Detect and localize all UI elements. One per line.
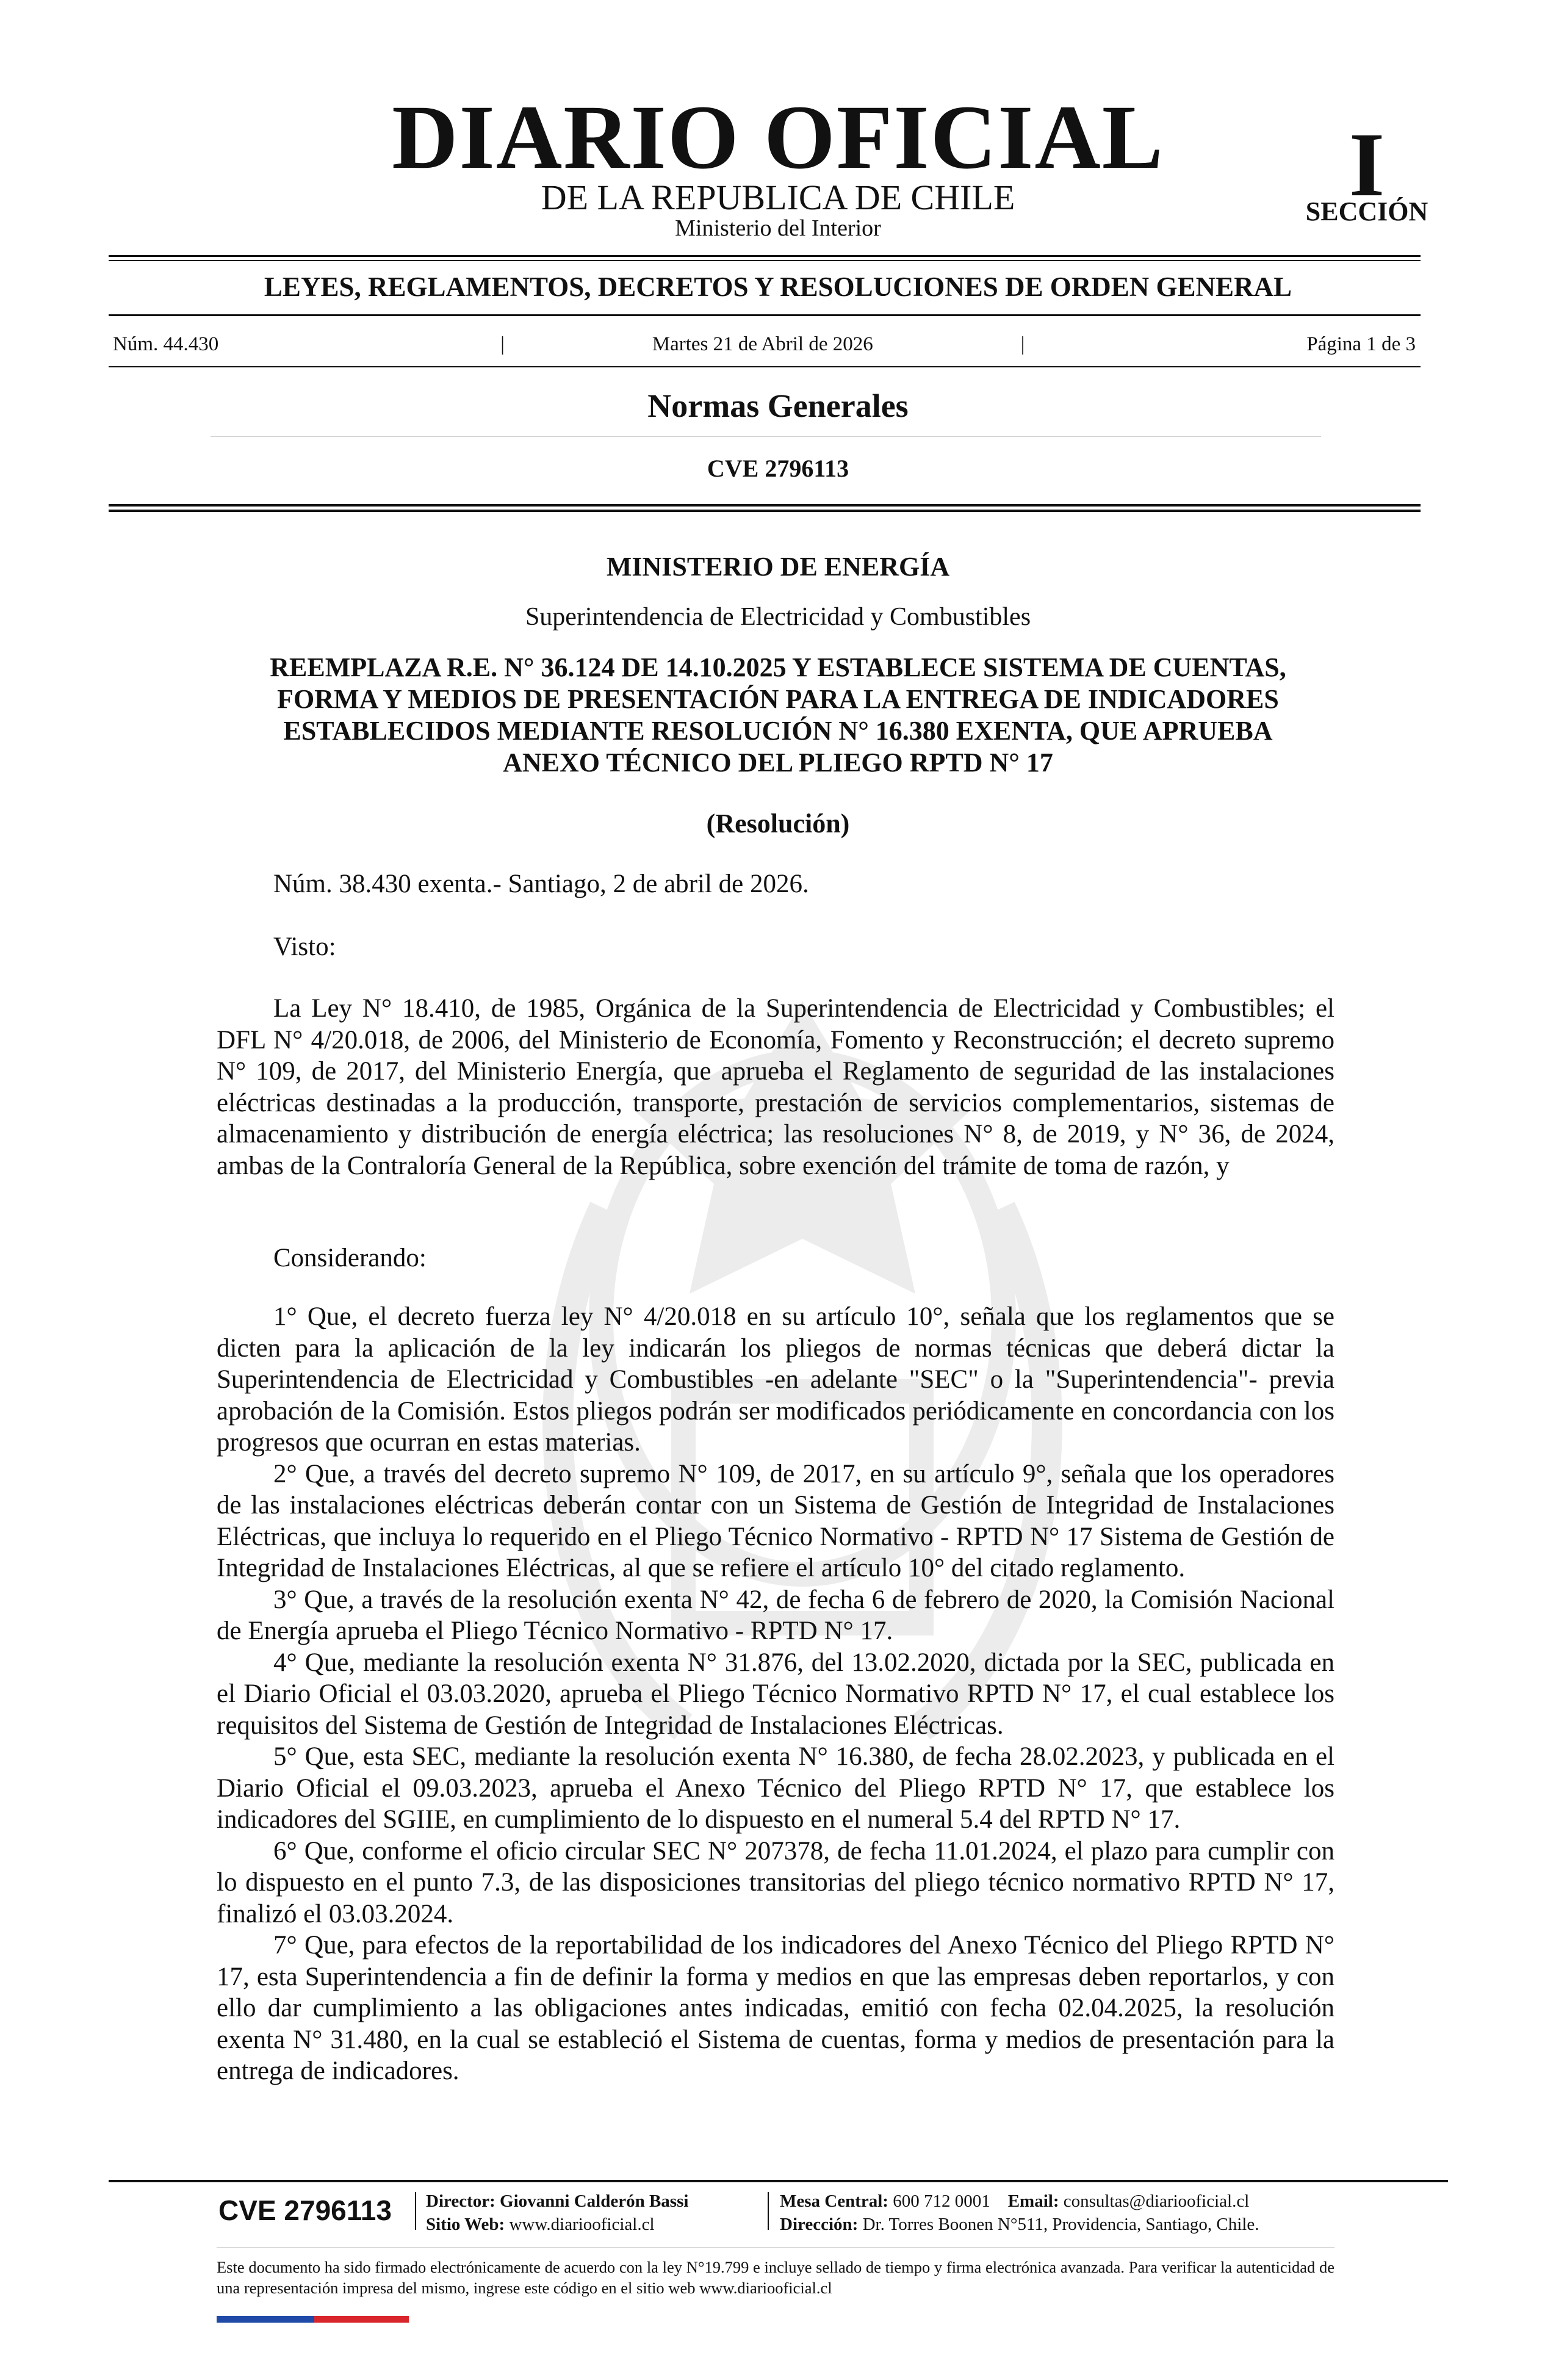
divider bbox=[109, 366, 1421, 367]
paragraph: 7° Que, para efectos de la reportabilidad de los indicadores del Anexo Técnico del Pliego RPTD N° 17, esta Superintendencia a fin de definir la forma y medios en que las empresas deben reportarlos, y con ello dar cumplimiento a las obligaciones antes indicadas, emitió con fecha 02.04.2025, la resolución exenta N° 31.480, en la cual se estableció el Sistema de cuentas, forma y medios de presentación para la entrega de indicadores. bbox=[217, 1931, 1334, 2085]
paragraph: 1° Que, el decreto fuerza ley N° 4/20.018 en su artículo 10°, señala que los reglamentos que se dicten para la aplicación de la ley indicarán los pliegos de normas técnicas que deberá dictar la Superintendencia de Electricidad y Combustibles -en adelante "SEC" o la "Superintendencia"- previa aprobación de la Comisión. Estos pliegos podrán ser modificados periódicamente en concordancia con los progresos que ocurran en estas materias. bbox=[217, 1302, 1334, 1457]
divider bbox=[415, 2192, 416, 2230]
considerando-label: Considerando: bbox=[273, 1244, 427, 1272]
footer-director-block bbox=[426, 2190, 768, 2236]
director-name: Giovanni Calderón Bassi bbox=[500, 2191, 689, 2211]
divider bbox=[109, 255, 1421, 257]
masthead-subtitle: DE LA REPUBLICA DE CHILE bbox=[541, 178, 1015, 217]
address: Dr. Torres Boonen N°511, Providencia, Santiago, Chile. bbox=[862, 2215, 1259, 2234]
section-number: I bbox=[1349, 114, 1385, 215]
ministry-heading: MINISTERIO DE ENERGÍA bbox=[606, 552, 950, 582]
title-line: REEMPLAZA R.E. N° 36.124 DE 14.10.2025 Y ESTABLECE SISTEMA DE CUENTAS, bbox=[270, 652, 1286, 682]
divider bbox=[109, 314, 1421, 316]
document-type: (Resolución) bbox=[706, 809, 850, 838]
title-line: FORMA Y MEDIOS DE PRESENTACIÓN PARA LA ENTREGA DE INDICADORES bbox=[277, 684, 1279, 714]
issue-date: Martes 21 de Abril de 2026 bbox=[652, 333, 873, 355]
section-title: Normas Generales bbox=[647, 388, 909, 424]
director-label: Director: bbox=[426, 2191, 495, 2211]
section-label: SECCIÓN bbox=[1305, 197, 1428, 226]
phone-label: Mesa Central: bbox=[780, 2191, 888, 2211]
visto-paragraph bbox=[217, 993, 1334, 1181]
paragraph: 2° Que, a través del decreto supremo N° 109, de 2017, en su artículo 9°, señala que los operadores de las instalaciones eléctricas deberán contar con un Sistema de Gestión de Integridad de Instalaciones Eléctricas, que incluya lo requerido en el Pliego Técnico Normativo - RPTD N° 17 Sistema de Gestión de Integridad de Instalaciones Eléctricas, al que se refiere el artículo 10° del citado reglamento. bbox=[217, 1459, 1334, 1582]
resolution-title bbox=[183, 652, 1373, 779]
divider bbox=[768, 2192, 769, 2230]
footer-cve: CVE 2796113 bbox=[218, 2194, 392, 2226]
cve-code: CVE 2796113 bbox=[707, 455, 849, 482]
divider bbox=[109, 510, 1421, 512]
agency-name: Superintendencia de Electricidad y Combustibles bbox=[525, 603, 1031, 631]
title-line: ESTABLECIDOS MEDIANTE RESOLUCIÓN N° 16.380 EXENTA, QUE APRUEBA bbox=[283, 716, 1273, 746]
phone-number: 600 712 0001 bbox=[893, 2191, 990, 2211]
page-count: Página 1 de 3 bbox=[1306, 333, 1416, 355]
divider bbox=[109, 260, 1421, 261]
divider bbox=[109, 504, 1421, 507]
issue-number: Núm. 44.430 bbox=[113, 333, 219, 355]
paragraph: La Ley N° 18.410, de 1985, Orgánica de la Superintendencia de Electricidad y Combustibles; el DFL N° 4/20.018, de 2006, del Ministerio de Economía, Fomento y Reconstrucción; el decreto supremo N° 109, de 2017, del Ministerio Energía, que aprueba el Reglamento de seguridad de las instalaciones eléctricas destinadas a la producción, transporte, prestación de servicios complementarios, sistemas de almacenamiento y distribución de energía eléctrica; las resoluciones N° 8, de 2019, y N° 36, de 2024, ambas de la Contraloría General de la República, sobre exención del trámite de toma de razón, y bbox=[217, 994, 1334, 1180]
title-line: ANEXO TÉCNICO DEL PLIEGO RPTD N° 17 bbox=[503, 748, 1053, 777]
considerandos bbox=[217, 1301, 1334, 2087]
footer-divider bbox=[109, 2180, 1448, 2182]
visto-label: Visto: bbox=[273, 932, 336, 961]
email-label: Email: bbox=[1007, 2191, 1059, 2211]
flag-stripe-blue bbox=[217, 2316, 314, 2323]
issue-info-row bbox=[113, 334, 1416, 355]
flag-stripe-red bbox=[314, 2316, 409, 2323]
category-heading: LEYES, REGLAMENTOS, DECRETOS Y RESOLUCIONES DE ORDEN GENERAL bbox=[264, 272, 1292, 302]
paragraph: 5° Que, esta SEC, mediante la resolución exenta N° 16.380, de fecha 28.02.2023, y publicada en el Diario Oficial el 09.03.2023, aprueba el Anexo Técnico del Pliego RPTD N° 17, que establece los indicadores del SGIIE, en cumplimiento de lo dispuesto en el numeral 5.4 del RPTD N° 17. bbox=[217, 1742, 1334, 1834]
separator: | bbox=[1020, 333, 1025, 355]
masthead-title: DIARIO OFICIAL bbox=[392, 87, 1164, 188]
masthead-ministry: Ministerio del Interior bbox=[675, 215, 881, 241]
paragraph: 4° Que, mediante la resolución exenta N° 31.876, del 13.02.2020, dictada por la SEC, publicada en el Diario Oficial el 03.03.2020, aprueba el Pliego Técnico Normativo RPTD N° 17, el cual establece los requisitos del Sistema de Gestión de Integridad de Instalaciones Eléctricas. bbox=[217, 1648, 1334, 1740]
resolution-number-line: Núm. 38.430 exenta.- Santiago, 2 de abril de 2026. bbox=[273, 870, 809, 898]
signature-note: Este documento ha sido firmado electrónicamente de acuerdo con la ley N°19.799 e incluye sellado de tiempo y firma electrónica avanzada. Para verificar la autenticidad de una representación impresa del mismo, ingrese este código en el sitio web www.diariooficial.cl bbox=[217, 2258, 1334, 2297]
paragraph: 3° Que, a través de la resolución exenta N° 42, de fecha 6 de febrero de 2020, la Comisión Nacional de Energía aprueba el Pliego Técnico Normativo - RPTD N° 17. bbox=[217, 1585, 1334, 1645]
separator: | bbox=[500, 333, 505, 355]
divider bbox=[211, 436, 1321, 437]
web-link[interactable]: www.diariooficial.cl bbox=[509, 2215, 655, 2234]
paragraph: 6° Que, conforme el oficio circular SEC N° 207378, de fecha 11.01.2024, el plazo para cumplir con lo dispuesto en el punto 7.3, de las disposiciones transitorias del pliego técnico normativo RPTD N° 17, finalizó el 03.03.2024. bbox=[217, 1836, 1334, 1928]
web-label: Sitio Web: bbox=[426, 2215, 505, 2234]
email-link[interactable]: consultas@diariooficial.cl bbox=[1063, 2191, 1250, 2211]
address-label: Dirección: bbox=[780, 2215, 859, 2234]
footer-contact-block bbox=[780, 2190, 1390, 2236]
